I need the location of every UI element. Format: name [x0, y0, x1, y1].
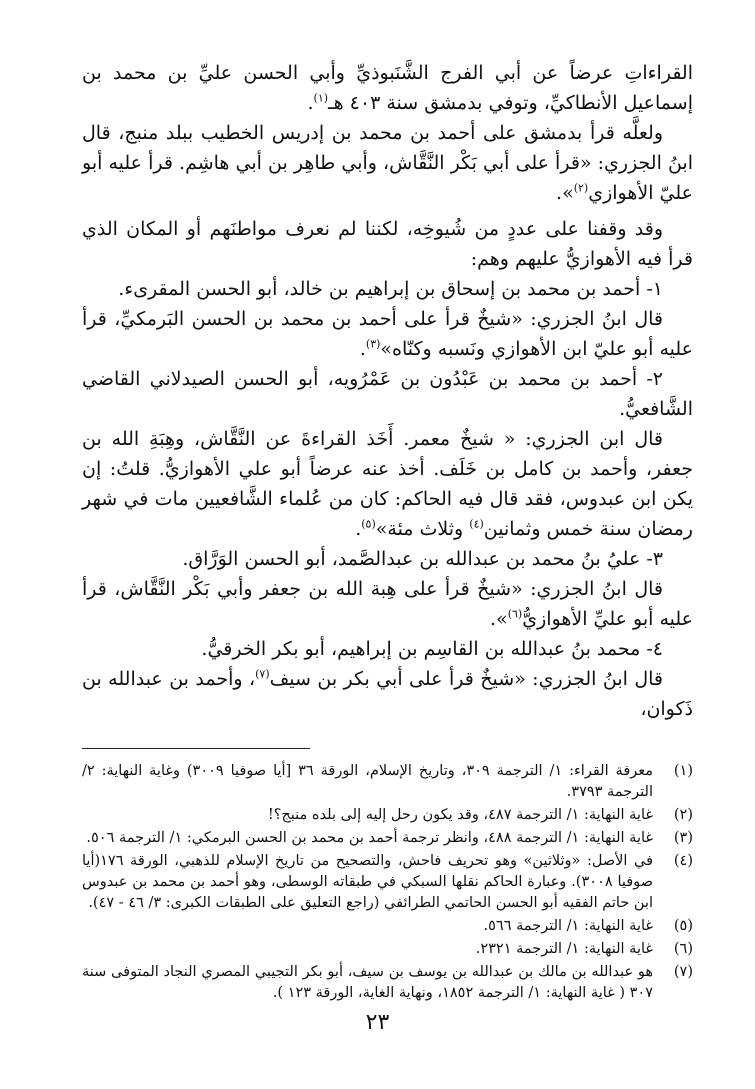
quote-paragraph	[82, 424, 693, 544]
text-run: ».	[490, 608, 508, 630]
footnote-number: (٣)	[673, 830, 693, 846]
footnote-divider	[82, 748, 310, 749]
footnote	[82, 916, 693, 937]
footnote	[82, 828, 693, 849]
footnote-ref[interactable]: (١)	[313, 91, 329, 105]
page-number: ٢٣	[365, 1010, 390, 1035]
footnote-text: في الأصل: «وثلاثين» وهو تحريف فاحش، والتصحيح من تاريخ الإسلام للذهبي، الورقة ١٧٦(أيا صوفيا ٣٠٠٨). وعبارة الحاكم نقلها السبكي في طبقاته الوسطى، وهو أحمد بن محمد بن عبدوس ابن حاتم الفقيه أبو الحسن الحاتمي الطرائفي (راجع التعليق على الطبقات الكبرى: ٣/ ٤٦ - ٤٧).	[82, 853, 654, 911]
footnote-text: غاية النهاية: ١/ الترجمة ٥٦٦.	[483, 918, 653, 934]
text-run: .	[359, 338, 366, 360]
text-run: .	[307, 92, 314, 114]
footnote-ref[interactable]: (٦)	[507, 607, 523, 621]
paragraph: وقد وقفنا على عددٍ من شُيوخِه، لكننا لم نعرف مواطنَهم أو المكان الذي قرأ فيه الأهوازيُّ عليهم وهم:	[82, 218, 693, 270]
text-run: قال ابن الجزري: « شيخٌ معمر. أَخَذ القراءةَ عن النَّقَّاش، وهِبَةِ الله بن جعفر، وأحمد بن كامل بن خَلَف. أخذ عنه عرضاً أبو علي الأهوازيُّ. قلتُ: إن يكن ابن عبدوس، فقد قال فيه الحاكم: كان من عُلماء الشَّافعيين مات في شهر رمضان سنة خمس وثمانين	[82, 428, 693, 540]
list-item: ٢- أحمد بن محمد بن عَبْدُون بن عَمْرُويه، أبو الحسن الصيدلاني القاضي الشَّافعيُّ.	[82, 368, 693, 420]
footnote-text: غاية النهاية: ١/ الترجمة ٤٨٧، وقد يكون رحل إليه إلى بلده منبج؟!	[267, 807, 653, 823]
footnote	[82, 805, 693, 826]
footnote	[82, 962, 693, 1004]
quote-paragraph	[82, 304, 693, 364]
list-item: ٣- عليُ بنُ محمد بن عبدالله بن عبدالصَّمد، أبو الحسن الوَرَّاق.	[182, 548, 663, 570]
text-run: قال ابنُ الجزري: «شيخٌ قرأ على أحمد بن محمد بن الحسن البَرمكيِّ، قرأ عليه أبو عليّ ابن الأهوازي ونَسبه وكنّاه»	[82, 308, 693, 360]
footnote-text: غاية النهاية: ١/ الترجمة ٢٣٢١.	[475, 941, 653, 957]
text-run: ، وأحمد بن عبدالله بن ذَكوان،	[82, 668, 693, 720]
footnote-number: (٧)	[673, 964, 693, 980]
footnote-number: (٦)	[673, 941, 693, 957]
footnote-number: (٢)	[673, 807, 693, 823]
text-run: ».	[556, 182, 574, 204]
main-text	[82, 58, 693, 724]
paragraph	[82, 58, 693, 118]
footnote-ref[interactable]: (٣)	[365, 337, 381, 351]
text-run: وثلاث مئة»	[375, 518, 470, 540]
footnote-number: (١)	[673, 763, 693, 779]
quote-paragraph	[82, 664, 693, 724]
list-item: ١- أحمد بن محمد بن إسحاق بن إبراهيم بن خالد، أبو الحسن المقرىء.	[118, 278, 663, 300]
footnote-text: غاية النهاية: ١/ الترجمة ٤٨٨، وانظر ترجمة أحمد بن محمد بن الحسن البرمكي: ١/ الترجمة ٥٠٦.	[86, 830, 653, 846]
footnote-text: معرفة القراء: ١/ الترجمة ٣٠٩، وتاريخ الإسلام، الورقة ٣٦ [أيا صوفيا ٣٠٠٩) وغاية النهاية: ٢/ الترجمة ٣٧٩٣.	[82, 763, 654, 800]
text-run: القراءاتِ عرضاً عن أبي الفرج الشَّنَبوذيِّ وأبي الحسن عليِّ بن محمد بن إسماعيل الأنطاكيِّ، وتوفي بدمشق سنة ٤٠٣ هـ	[82, 62, 693, 114]
text-run: ولعلَّه قرأ بدمشق على أحمد بن محمد بن إدريس الخطيب ببلد منبج، قال ابنُ الجزري: «قرأ على أبي بَكْر النَّقَّاش، وأبي طاهِر بن أبي هاشِم. قرأ عليه أبو عليّ الأهوازي	[82, 122, 693, 204]
footnote-ref[interactable]: (٧)	[255, 667, 270, 681]
footnote-ref[interactable]: (٥)	[361, 517, 376, 531]
text-run: قال ابنُ الجزري: «شيخٌ قرأ على هِبة الله بن جعفر وأبي بَكْر النَّقَّاش، قرأ عليه أبو عليِّ الأهوازيُّ	[82, 578, 693, 630]
text-run: قال ابنُ الجزري: «شيخٌ قرأ على أبي بكر بن سيف	[269, 668, 663, 690]
text-run: .	[355, 518, 362, 540]
footnote-number: (٥)	[673, 918, 693, 934]
quote-paragraph	[82, 574, 693, 634]
footnote	[82, 939, 693, 960]
list-item: ٤- محمد بنُ عبدالله بن القاسِم بن إبراهيم، أبو بكر الخرقيُّ.	[201, 638, 663, 660]
footnote	[82, 851, 693, 914]
footnote-ref[interactable]: (٢)	[573, 181, 589, 195]
footnote-text: هو عبدالله بن مالك بن عبدالله بن يوسف بن سيف، أبو بكر التجيبي المصري النجاد المتوفى سنة ٣٠٧ ( غاية النهاية: ١/ الترجمة ١٨٥٢، ونهاية الغاية، الورقة ١٢٣ ).	[82, 964, 653, 1001]
footnote-ref[interactable]: (٤)	[469, 517, 484, 531]
footnotes	[82, 761, 693, 1004]
footnote	[82, 761, 693, 803]
paragraph	[82, 118, 693, 208]
footnote-number: (٤)	[673, 853, 693, 869]
